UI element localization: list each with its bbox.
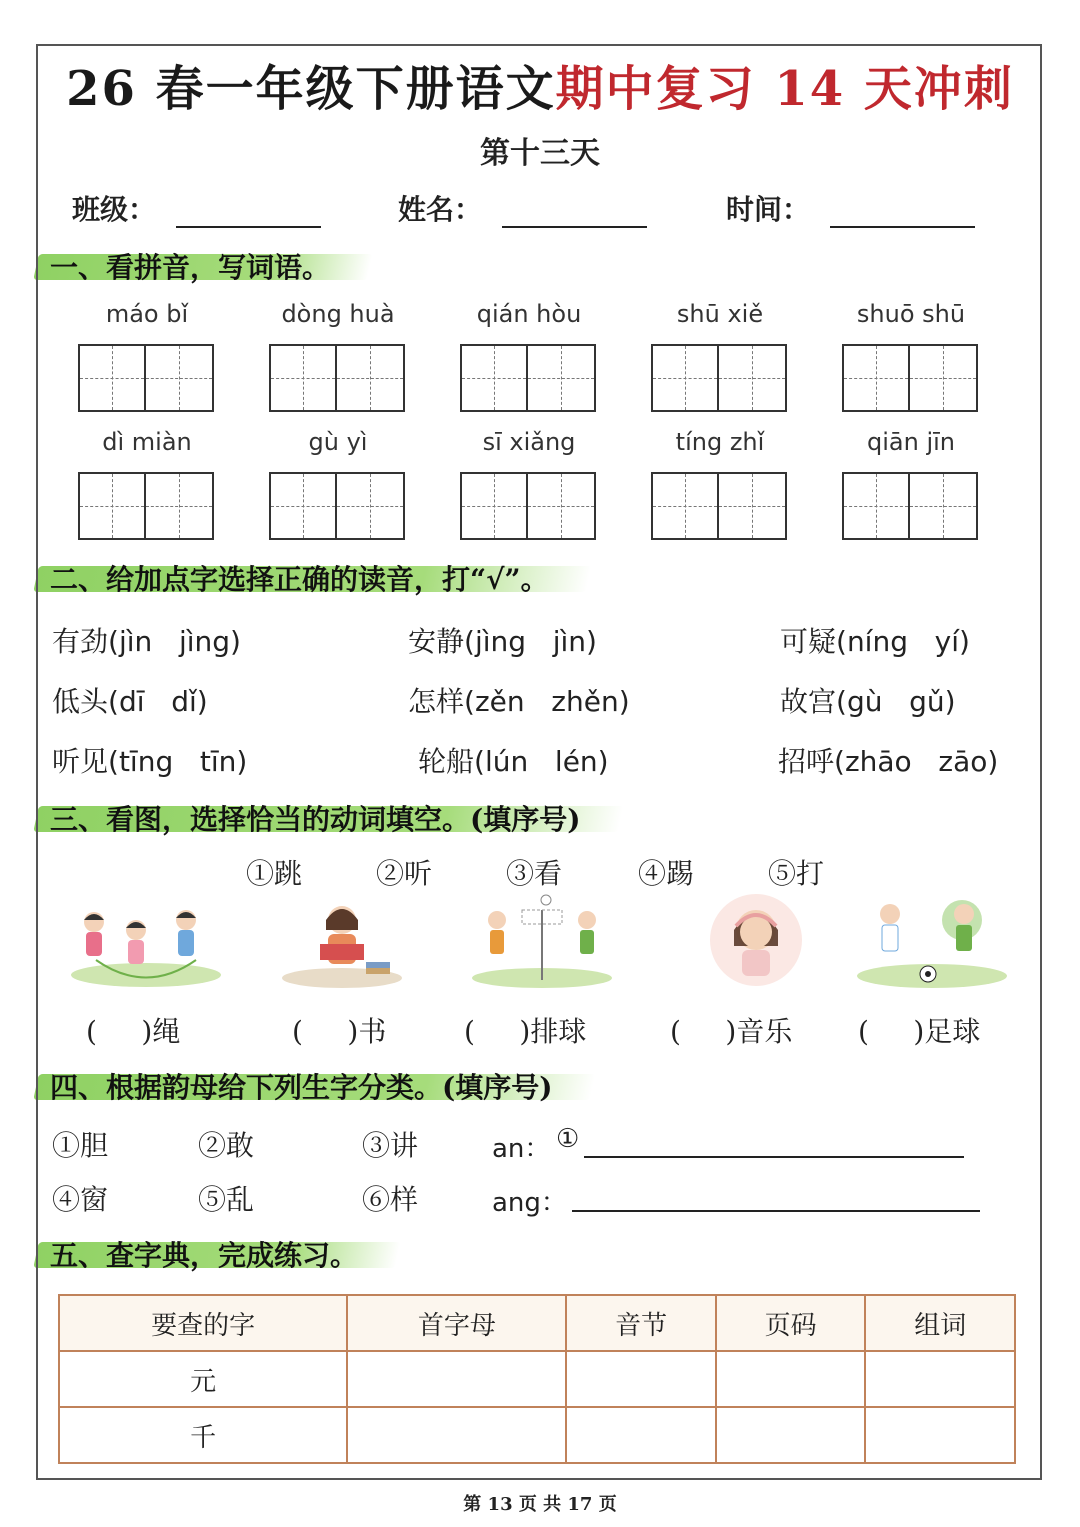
choice-word: 低头 <box>52 685 109 718</box>
verb-option: ②听 <box>376 857 433 890</box>
char-option: ③讲 <box>362 1129 419 1162</box>
char-option: ④窗 <box>52 1183 109 1216</box>
reading-illustration <box>262 890 422 990</box>
pinyin-label: gù yì <box>308 428 368 456</box>
title-highlight: 期中复习 14 天冲刺 <box>555 61 1014 117</box>
fill-blank[interactable]: ( )排球 <box>464 1015 587 1048</box>
pinyin-label: tíng zhǐ <box>675 428 765 456</box>
an-answer-line[interactable] <box>584 1156 964 1158</box>
choice-word: 怎样 <box>408 685 465 718</box>
section1-heading: 一、看拼音，写词语。 <box>50 246 330 286</box>
table-cell[interactable] <box>566 1351 716 1407</box>
table-cell[interactable] <box>566 1407 716 1463</box>
name-blank[interactable] <box>502 196 647 228</box>
section3-heading: 三、看图，选择恰当的动词填空。(填序号) <box>50 798 581 838</box>
choice-word: 招呼 <box>778 745 835 778</box>
pinyin-label: shuō shū <box>856 300 966 328</box>
char-option: ①胆 <box>52 1129 109 1162</box>
char-option: ⑤乱 <box>198 1183 255 1216</box>
title-main: 26 春一年级下册语文 <box>66 61 556 117</box>
class-field <box>72 188 321 228</box>
choice-options: (jìn jìng) <box>108 625 241 658</box>
fill-blank[interactable]: ( )绳 <box>86 1015 181 1048</box>
choice-options: (dī dǐ) <box>108 685 208 718</box>
pinyin-choice[interactable] <box>408 680 630 720</box>
pinyin-label: qián hòu <box>476 300 582 328</box>
column-header: 页码 <box>716 1295 866 1351</box>
section5-heading: 五、查字典，完成练习。 <box>50 1234 358 1274</box>
page-title <box>0 50 1080 119</box>
pinyin-choice[interactable] <box>52 680 208 720</box>
jump-rope-illustration <box>66 890 226 990</box>
time-blank[interactable] <box>830 196 975 228</box>
writing-grid[interactable] <box>842 344 978 412</box>
an-label: an： <box>492 1134 551 1164</box>
writing-grid[interactable] <box>842 472 978 540</box>
choice-options: (jìng jìn) <box>464 625 597 658</box>
writing-grid[interactable] <box>651 472 787 540</box>
pinyin-label: dì miàn <box>102 428 192 456</box>
writing-grid[interactable] <box>269 472 405 540</box>
time-field <box>726 188 975 228</box>
table-cell[interactable] <box>347 1407 566 1463</box>
listening-music-illustration <box>676 890 836 990</box>
column-header: 要查的字 <box>59 1295 347 1351</box>
writing-grid[interactable] <box>78 472 214 540</box>
table-cell[interactable] <box>716 1351 866 1407</box>
pinyin-choice[interactable] <box>780 680 956 720</box>
page-footer: 第 13 页 共 17 页 <box>463 1494 617 1515</box>
choice-word: 安静 <box>408 625 465 658</box>
time-label: 时间： <box>726 193 811 226</box>
dictionary-table <box>58 1294 1016 1464</box>
table-cell[interactable] <box>716 1407 866 1463</box>
char-option: ⑥样 <box>362 1183 419 1216</box>
choice-word: 故宫 <box>780 685 837 718</box>
table-cell[interactable] <box>865 1351 1015 1407</box>
table-cell: 元 <box>59 1351 347 1407</box>
choice-options: (zěn zhěn) <box>464 685 630 718</box>
table-cell[interactable] <box>865 1407 1015 1463</box>
pinyin-choice[interactable] <box>418 740 609 780</box>
writing-grid[interactable] <box>651 344 787 412</box>
ang-answer-line[interactable] <box>572 1210 980 1212</box>
choice-options: (gù gǔ) <box>836 685 956 718</box>
verb-option: ④踢 <box>638 857 695 890</box>
writing-grid[interactable] <box>460 472 596 540</box>
fill-blank[interactable]: ( )音乐 <box>670 1015 793 1048</box>
class-label: 班级： <box>72 193 157 226</box>
volleyball-illustration <box>462 890 622 990</box>
section2-heading: 二、给加点字选择正确的读音，打“√”。 <box>50 558 549 598</box>
fill-blank[interactable]: ( )书 <box>292 1015 387 1048</box>
writing-grid[interactable] <box>269 344 405 412</box>
table-row <box>59 1407 1015 1463</box>
pinyin-label: máo bǐ <box>105 300 189 328</box>
an-answer: ① <box>556 1124 580 1154</box>
writing-grid[interactable] <box>460 344 596 412</box>
pinyin-label: qiān jīn <box>867 428 955 456</box>
pinyin-label: sī xiǎng <box>482 428 576 456</box>
column-header: 首字母 <box>347 1295 566 1351</box>
table-cell[interactable] <box>347 1351 566 1407</box>
verb-option: ③看 <box>506 857 563 890</box>
pinyin-choice[interactable] <box>52 740 247 780</box>
verb-option: ⑤打 <box>768 857 825 890</box>
football-illustration <box>852 890 1012 990</box>
column-header: 音节 <box>566 1295 716 1351</box>
pinyin-label: dòng huà <box>281 300 395 328</box>
section4-heading: 四、根据韵母给下列生字分类。(填序号) <box>50 1066 553 1106</box>
pinyin-choice[interactable] <box>52 620 241 660</box>
table-header-row <box>59 1295 1015 1351</box>
choice-word: 听见 <box>52 745 109 778</box>
table-cell: 千 <box>59 1407 347 1463</box>
verb-option: ①跳 <box>246 857 303 890</box>
choice-word: 轮船 <box>418 745 475 778</box>
writing-grid[interactable] <box>78 344 214 412</box>
ang-label: ang： <box>492 1188 567 1218</box>
fill-blank[interactable]: ( )足球 <box>858 1015 981 1048</box>
table-row <box>59 1351 1015 1407</box>
pinyin-choice[interactable] <box>408 620 597 660</box>
name-label: 姓名： <box>398 193 483 226</box>
class-blank[interactable] <box>176 196 321 228</box>
pinyin-label: shū xiě <box>676 300 764 328</box>
choice-options: (lún lén) <box>474 745 609 778</box>
day-subtitle: 第十三天 <box>480 136 600 171</box>
choice-options: (níng yí) <box>836 625 970 658</box>
choice-word: 可疑 <box>780 625 837 658</box>
pinyin-choice[interactable] <box>780 620 970 660</box>
char-option: ②敢 <box>198 1129 255 1162</box>
pinyin-choice[interactable] <box>778 740 998 780</box>
name-field <box>398 188 647 228</box>
choice-word: 有劲 <box>52 625 109 658</box>
column-header: 组词 <box>865 1295 1015 1351</box>
choice-options: (zhāo zāo) <box>834 745 999 778</box>
choice-options: (tīng tīn) <box>108 745 248 778</box>
